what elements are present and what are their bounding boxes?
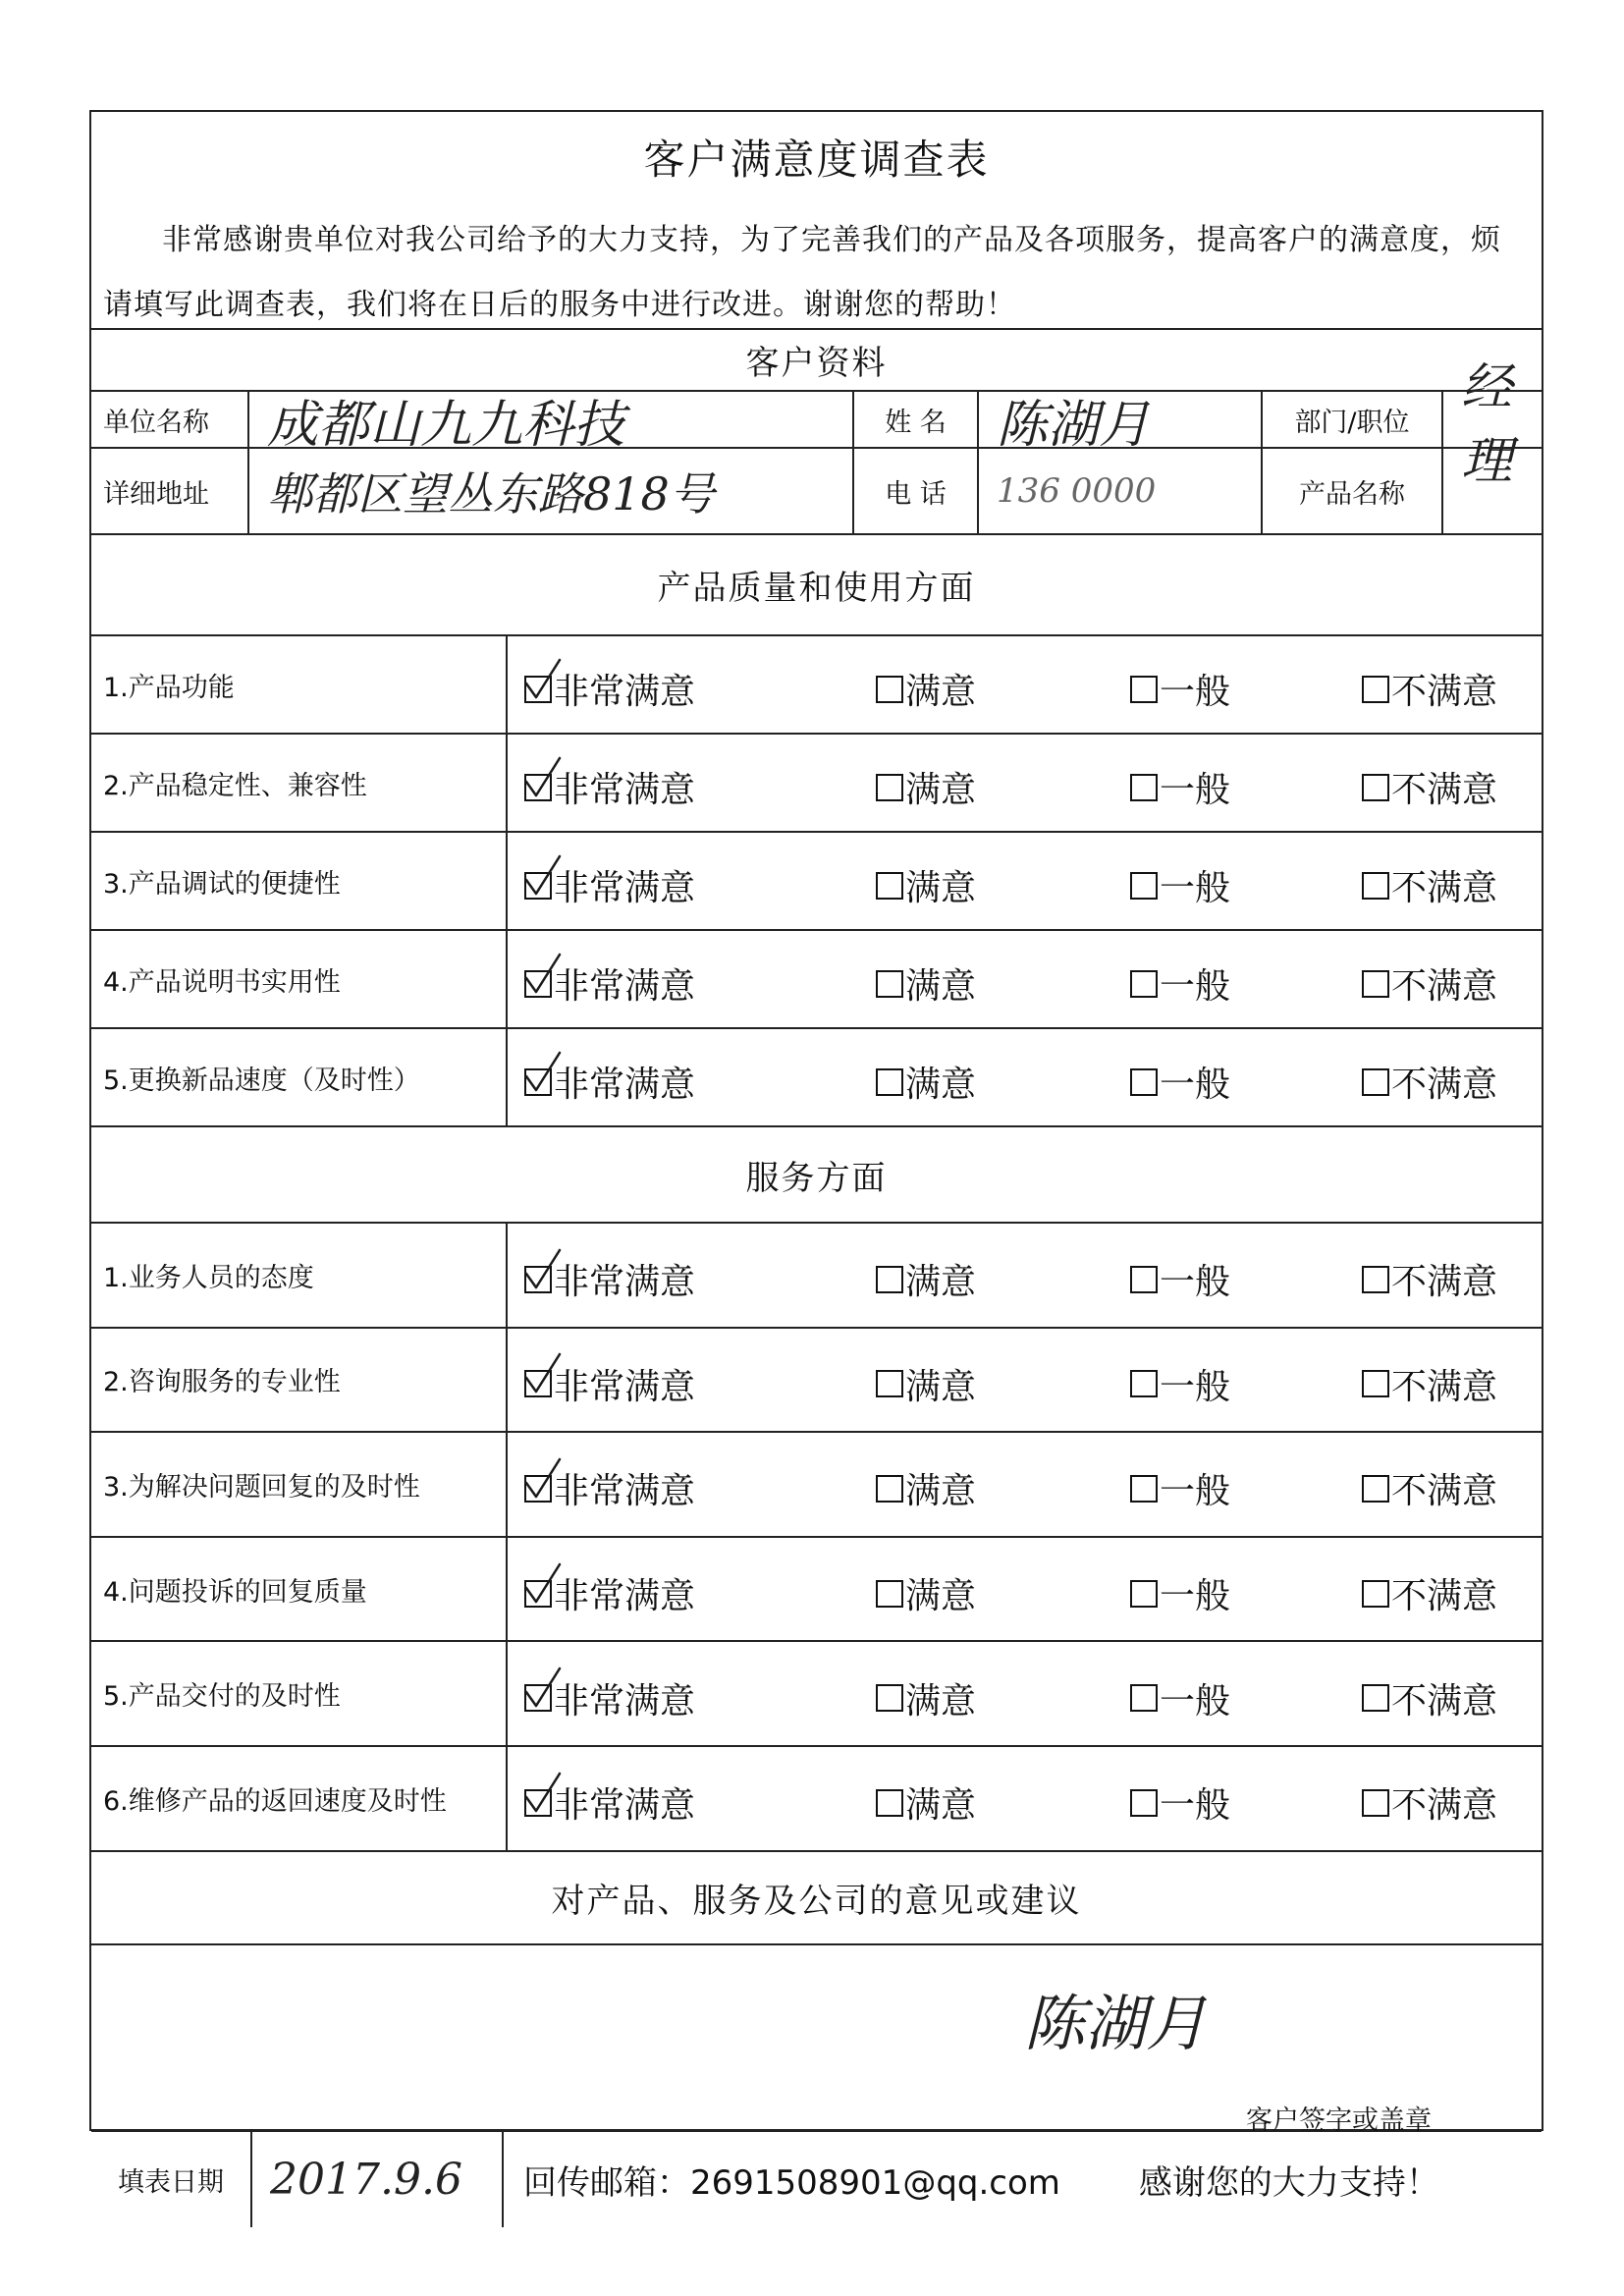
quality-option[interactable] <box>1362 958 1497 1009</box>
checkbox[interactable] <box>1130 1684 1158 1712</box>
checkbox[interactable] <box>1362 1068 1389 1096</box>
checkbox[interactable] <box>524 1370 552 1397</box>
option-label: 非常满意 <box>554 1680 696 1722</box>
service-option[interactable] <box>1130 1254 1230 1304</box>
option-label: 满意 <box>905 1576 977 1617</box>
option-label: 一般 <box>1160 1785 1231 1827</box>
service-option[interactable] <box>876 1254 976 1304</box>
signature: 陈湖月 <box>1024 1988 1208 2059</box>
option-label: 满意 <box>905 770 977 810</box>
suggestions-section-title: 对产品、服务及公司的意见或建议 <box>551 1882 1082 1921</box>
service-option[interactable] <box>524 1463 695 1513</box>
option-label: 一般 <box>1160 966 1231 1007</box>
option-label: 满意 <box>905 1065 977 1105</box>
quality-option[interactable] <box>1362 1057 1497 1107</box>
option-label: 非常满意 <box>554 1065 696 1105</box>
service-option[interactable] <box>876 1777 976 1828</box>
checkbox[interactable] <box>876 774 903 801</box>
quality-section-header <box>91 535 1542 636</box>
quality-row <box>91 735 1542 833</box>
quality-row-label: 1.产品功能 <box>91 636 508 733</box>
quality-section-title: 产品质量和使用方面 <box>657 569 976 608</box>
option-label: 不满意 <box>1391 1576 1498 1617</box>
email-text: 回传邮箱：2691508901@qq.com <box>523 2163 1060 2203</box>
option-label: 非常满意 <box>554 966 696 1007</box>
service-option[interactable] <box>1362 1463 1497 1513</box>
quality-row <box>91 1029 1542 1127</box>
quality-option[interactable] <box>1130 1057 1230 1107</box>
option-label: 满意 <box>905 1471 977 1512</box>
checkbox[interactable] <box>1130 774 1158 801</box>
quality-option[interactable] <box>1130 762 1230 812</box>
service-row-label: 1.业务人员的态度 <box>91 1224 508 1327</box>
quality-option[interactable] <box>524 958 695 1009</box>
checkbox[interactable] <box>876 970 903 998</box>
option-label: 不满意 <box>1391 1366 1498 1407</box>
checkbox[interactable] <box>1362 872 1389 900</box>
quality-option[interactable] <box>1130 860 1230 910</box>
option-label: 不满意 <box>1391 1262 1498 1303</box>
checkbox[interactable] <box>876 1068 903 1096</box>
service-option[interactable] <box>876 1463 976 1513</box>
option-label: 满意 <box>905 1680 977 1722</box>
date-value: 2017.9.6 <box>252 2132 504 2227</box>
checkbox[interactable] <box>1362 1580 1389 1608</box>
check-mark-icon <box>520 1246 564 1293</box>
quality-option[interactable] <box>876 762 976 812</box>
checkbox[interactable] <box>876 676 903 703</box>
checkbox[interactable] <box>1362 970 1389 998</box>
checkbox[interactable] <box>524 1580 552 1608</box>
footer-row <box>91 2132 1542 2227</box>
check-mark-icon <box>520 1350 564 1397</box>
service-row-label: 3.为解决问题回复的及时性 <box>91 1433 508 1536</box>
quality-row-label: 3.产品调试的便捷性 <box>91 833 508 929</box>
checkbox[interactable] <box>524 1475 552 1503</box>
check-mark-icon <box>520 1770 564 1817</box>
address-value: 郫都区望丛东路818号 <box>249 449 854 533</box>
quality-row <box>91 636 1542 735</box>
service-row <box>91 1224 1542 1329</box>
option-label: 非常满意 <box>554 1262 696 1303</box>
unit-value: 成都山九九科技 <box>249 392 854 447</box>
footer-text <box>504 2132 1542 2227</box>
option-label: 不满意 <box>1391 1471 1498 1512</box>
quality-option[interactable] <box>524 860 695 910</box>
option-label: 不满意 <box>1391 1680 1498 1722</box>
service-row <box>91 1329 1542 1434</box>
checkbox[interactable] <box>876 1475 903 1503</box>
option-label: 一般 <box>1160 1262 1231 1303</box>
quality-option[interactable] <box>876 958 976 1009</box>
checkbox[interactable] <box>524 1789 552 1817</box>
service-row <box>91 1433 1542 1538</box>
option-label: 不满意 <box>1391 868 1498 908</box>
product-value <box>1443 449 1542 533</box>
suggestions-area <box>91 1945 1542 2136</box>
dept-label: 部门/职位 <box>1263 392 1443 447</box>
option-label: 不满意 <box>1391 672 1498 712</box>
dept-value: 经理 <box>1461 358 1513 491</box>
service-option[interactable] <box>1130 1463 1230 1513</box>
option-label: 满意 <box>905 1366 977 1407</box>
service-row <box>91 1538 1542 1643</box>
option-label: 非常满意 <box>554 672 696 712</box>
checkbox[interactable] <box>524 1684 552 1712</box>
check-mark-icon <box>520 656 564 703</box>
checkbox[interactable] <box>524 1266 552 1293</box>
quality-row <box>91 833 1542 931</box>
check-mark-icon <box>520 1560 564 1608</box>
checkbox[interactable] <box>1130 970 1158 998</box>
option-label: 满意 <box>905 1262 977 1303</box>
service-row-label: 2.咨询服务的专业性 <box>91 1329 508 1432</box>
form-title: 客户满意度调查表 <box>643 136 990 184</box>
option-label: 一般 <box>1160 770 1231 810</box>
check-mark-icon <box>520 951 564 998</box>
quality-option[interactable] <box>1362 664 1497 714</box>
quality-option[interactable] <box>1362 860 1497 910</box>
checkbox[interactable] <box>876 1370 903 1397</box>
checkbox[interactable] <box>524 676 552 703</box>
checkbox[interactable] <box>1130 1789 1158 1817</box>
address-label: 详细地址 <box>91 449 249 533</box>
customer-row-2 <box>91 449 1542 535</box>
check-mark-icon <box>520 1665 564 1712</box>
service-row-label: 5.产品交付的及时性 <box>91 1642 508 1745</box>
option-label: 一般 <box>1160 1366 1231 1407</box>
service-option[interactable] <box>1130 1673 1230 1723</box>
checkbox[interactable] <box>524 970 552 998</box>
option-label: 一般 <box>1160 1065 1231 1105</box>
quality-option[interactable] <box>1130 958 1230 1009</box>
checkbox[interactable] <box>1362 1475 1389 1503</box>
unit-label: 单位名称 <box>91 392 249 447</box>
service-row <box>91 1747 1542 1852</box>
service-option[interactable] <box>524 1673 695 1723</box>
service-option[interactable] <box>1362 1777 1497 1828</box>
quality-option[interactable] <box>876 664 976 714</box>
checkbox[interactable] <box>1130 1266 1158 1293</box>
service-option[interactable] <box>524 1777 695 1828</box>
option-label: 非常满意 <box>554 770 696 810</box>
quality-option[interactable] <box>524 1057 695 1107</box>
option-label: 一般 <box>1160 672 1231 712</box>
quality-option[interactable] <box>876 1057 976 1107</box>
quality-option[interactable] <box>1362 762 1497 812</box>
quality-option[interactable] <box>524 762 695 812</box>
checkbox[interactable] <box>876 1266 903 1293</box>
quality-row-label: 5.更换新品速度（及时性） <box>91 1029 508 1125</box>
thanks-text: 感谢您的大力支持！ <box>1138 2163 1439 2203</box>
option-label: 满意 <box>905 1785 977 1827</box>
service-row-label: 6.维修产品的返回速度及时性 <box>91 1747 508 1850</box>
checkbox[interactable] <box>1130 1580 1158 1608</box>
service-section-header <box>91 1127 1542 1224</box>
checkbox[interactable] <box>1362 676 1389 703</box>
service-option[interactable] <box>876 1568 976 1618</box>
checkbox[interactable] <box>876 1789 903 1817</box>
name-label: 姓 名 <box>854 392 979 447</box>
checkbox[interactable] <box>1362 1370 1389 1397</box>
form-header <box>91 112 1542 330</box>
option-label: 非常满意 <box>554 1576 696 1617</box>
suggestions-section-header <box>91 1852 1542 1945</box>
service-option[interactable] <box>524 1359 695 1409</box>
phone-label: 电 话 <box>854 449 979 533</box>
phone-value: 136 0000 <box>979 449 1263 533</box>
check-mark-icon <box>520 1455 564 1503</box>
checkbox[interactable] <box>876 1580 903 1608</box>
checkbox[interactable] <box>1130 1475 1158 1503</box>
option-label: 不满意 <box>1391 1785 1498 1827</box>
option-label: 非常满意 <box>554 868 696 908</box>
service-option[interactable] <box>876 1359 976 1409</box>
quality-row <box>91 931 1542 1029</box>
checkbox[interactable] <box>1130 1370 1158 1397</box>
service-option[interactable] <box>1362 1673 1497 1723</box>
check-mark-icon <box>520 754 564 801</box>
customer-section-title: 客户资料 <box>745 344 888 383</box>
option-label: 不满意 <box>1391 770 1498 810</box>
checkbox[interactable] <box>1362 1684 1389 1712</box>
service-option[interactable] <box>1130 1568 1230 1618</box>
intro-text: 非常感谢贵单位对我公司给予的大力支持，为了完善我们的产品及各项服务，提高客户的满意度，烦请填写此调查表，我们将在日后的服务中进行改进。谢谢您的帮助！ <box>103 223 1501 322</box>
quality-row-label: 2.产品稳定性、兼容性 <box>91 735 508 831</box>
option-label: 不满意 <box>1391 1065 1498 1105</box>
service-option[interactable] <box>1362 1568 1497 1618</box>
service-option[interactable] <box>1130 1777 1230 1828</box>
option-label: 不满意 <box>1391 966 1498 1007</box>
option-label: 非常满意 <box>554 1785 696 1827</box>
checkbox[interactable] <box>1130 676 1158 703</box>
check-mark-icon <box>520 852 564 900</box>
checkbox[interactable] <box>524 1068 552 1096</box>
service-option[interactable] <box>1130 1359 1230 1409</box>
signature-caption: 客户签字或盖章 <box>1246 2105 1432 2136</box>
option-label: 非常满意 <box>554 1366 696 1407</box>
option-label: 满意 <box>905 672 977 712</box>
checkbox[interactable] <box>1362 1266 1389 1293</box>
option-label: 一般 <box>1160 868 1231 908</box>
service-option[interactable] <box>524 1254 695 1304</box>
service-row <box>91 1642 1542 1747</box>
service-option[interactable] <box>1362 1254 1497 1304</box>
option-label: 一般 <box>1160 1576 1231 1617</box>
checkbox[interactable] <box>1130 1068 1158 1096</box>
service-section-title: 服务方面 <box>745 1158 888 1198</box>
option-label: 满意 <box>905 868 977 908</box>
service-row-label: 4.问题投诉的回复质量 <box>91 1538 508 1641</box>
date-label: 填表日期 <box>91 2132 252 2227</box>
option-label: 非常满意 <box>554 1471 696 1512</box>
checkbox[interactable] <box>876 1684 903 1712</box>
quality-option[interactable] <box>1130 664 1230 714</box>
checkbox[interactable] <box>1362 1789 1389 1817</box>
option-label: 一般 <box>1160 1680 1231 1722</box>
product-label: 产品名称 <box>1263 449 1443 533</box>
option-label: 一般 <box>1160 1471 1231 1512</box>
option-label: 满意 <box>905 966 977 1007</box>
service-option[interactable] <box>876 1673 976 1723</box>
checkbox[interactable] <box>524 774 552 801</box>
checkbox[interactable] <box>1362 774 1389 801</box>
check-mark-icon <box>520 1049 564 1096</box>
quality-option[interactable] <box>524 664 695 714</box>
quality-option[interactable] <box>876 860 976 910</box>
checkbox[interactable] <box>1130 872 1158 900</box>
quality-row-label: 4.产品说明书实用性 <box>91 931 508 1027</box>
name-value: 陈湖月 <box>979 392 1263 447</box>
service-option[interactable] <box>1362 1359 1497 1409</box>
checkbox[interactable] <box>524 872 552 900</box>
survey-form <box>89 110 1543 2205</box>
checkbox[interactable] <box>876 872 903 900</box>
service-option[interactable] <box>524 1568 695 1618</box>
